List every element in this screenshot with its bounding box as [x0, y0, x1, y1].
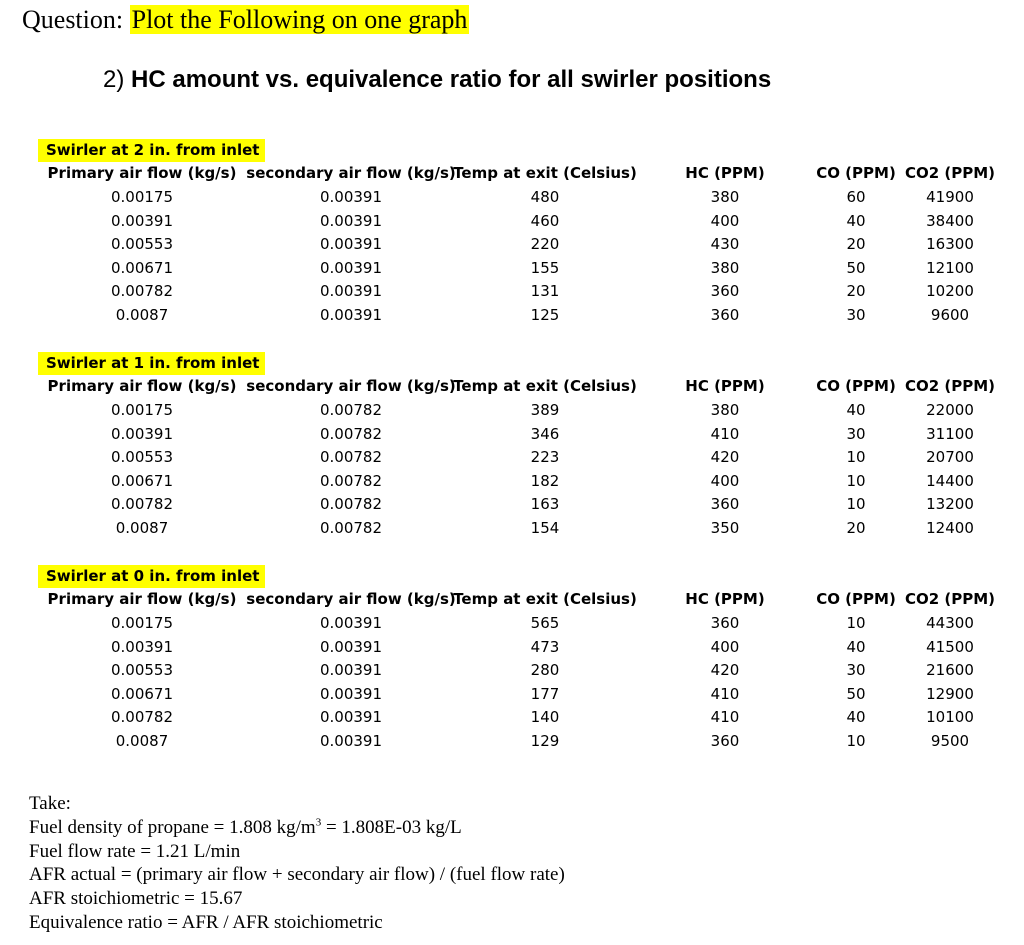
take-section: [29, 792, 565, 935]
cell-temp-at-exit: 140: [530, 708, 560, 727]
column-header-temp-at-exit: Temp at exit (Celsius): [453, 377, 637, 395]
table-title: Swirler at 0 in. from inlet: [38, 565, 265, 588]
cell-secondary-air-flow: 0.00391: [319, 306, 383, 324]
cell-hc-ppm: 420: [710, 661, 740, 680]
cell-primary-air-flow: 0.00671: [110, 684, 174, 703]
column-header-co-ppm: CO (PPM): [816, 590, 896, 608]
afr-stoich-line: AFR stoichiometric = 15.67: [29, 888, 243, 910]
cell-temp-at-exit: 346: [530, 424, 560, 443]
cell-hc-ppm: 430: [710, 235, 740, 254]
cell-co2-ppm: 31100: [926, 424, 974, 443]
cell-co2-ppm: 12100: [926, 258, 974, 277]
cell-co2-ppm: 44300: [926, 614, 974, 632]
cell-secondary-air-flow: 0.00391: [319, 282, 383, 301]
cell-temp-at-exit: 223: [530, 448, 560, 467]
column-header-co-ppm: CO (PPM): [816, 377, 896, 395]
cell-primary-air-flow: 0.00671: [110, 471, 174, 490]
cell-hc-ppm: 380: [710, 188, 740, 206]
cell-primary-air-flow: 0.00553: [110, 448, 174, 467]
fuel-density-line: [29, 816, 565, 840]
cell-hc-ppm: 380: [710, 258, 740, 277]
fuel-flow-line: Fuel flow rate = 1.21 L/min: [29, 840, 241, 862]
cell-temp-at-exit: 565: [530, 614, 560, 632]
cell-secondary-air-flow: 0.00391: [319, 708, 383, 727]
cell-temp-at-exit: 182: [530, 471, 560, 490]
column-header-co-ppm: CO (PPM): [816, 164, 896, 182]
cell-hc-ppm: 410: [710, 684, 740, 703]
subquestion: [103, 64, 771, 96]
cell-co2-ppm: 21600: [926, 661, 974, 680]
cell-temp-at-exit: 129: [530, 732, 560, 750]
cell-temp-at-exit: 131: [530, 282, 560, 301]
cell-primary-air-flow: 0.00782: [110, 708, 174, 727]
cell-hc-ppm: 420: [710, 448, 740, 467]
cell-primary-air-flow: 0.00553: [110, 235, 174, 254]
cell-hc-ppm: 400: [710, 211, 740, 230]
table-row: [0, 233, 1024, 257]
cell-secondary-air-flow: 0.00391: [319, 211, 383, 230]
cell-co2-ppm: 41500: [926, 637, 974, 656]
cell-secondary-air-flow: 0.00391: [319, 235, 383, 254]
cell-co-ppm: 40: [846, 708, 866, 727]
cell-primary-air-flow: 0.00782: [110, 495, 174, 514]
cell-co-ppm: 50: [846, 258, 866, 277]
cell-secondary-air-flow: 0.00391: [319, 637, 383, 656]
cell-primary-air-flow: 0.00391: [110, 211, 174, 230]
cell-co2-ppm: 14400: [926, 471, 974, 490]
cell-primary-air-flow: 0.00175: [110, 614, 174, 632]
table-header-row: [0, 588, 1024, 612]
cell-temp-at-exit: 473: [530, 637, 560, 656]
table-row: [0, 186, 1024, 210]
cell-co-ppm: 30: [846, 306, 866, 324]
cell-co-ppm: 60: [846, 188, 866, 206]
cell-co2-ppm: 9600: [930, 306, 970, 324]
cell-hc-ppm: 380: [710, 401, 740, 419]
table-title: Swirler at 1 in. from inlet: [38, 352, 265, 375]
table-row: [0, 446, 1024, 470]
cell-co-ppm: 10: [846, 471, 866, 490]
column-header-hc-ppm: HC (PPM): [685, 590, 765, 608]
cell-temp-at-exit: 125: [530, 306, 560, 324]
cell-secondary-air-flow: 0.00782: [319, 519, 383, 537]
cell-secondary-air-flow: 0.00391: [319, 614, 383, 632]
cell-hc-ppm: 400: [710, 471, 740, 490]
column-header-primary-air-flow: Primary air flow (kg/s): [47, 164, 237, 182]
cell-temp-at-exit: 154: [530, 519, 560, 537]
table-row: [0, 683, 1024, 707]
cell-co-ppm: 10: [846, 732, 866, 750]
table-row: [0, 612, 1024, 636]
column-header-hc-ppm: HC (PPM): [685, 164, 765, 182]
cell-co-ppm: 10: [846, 614, 866, 632]
cell-temp-at-exit: 460: [530, 211, 560, 230]
column-header-co2-ppm: CO2 (PPM): [904, 164, 996, 182]
column-header-secondary-air-flow: secondary air flow (kg/s): [246, 377, 456, 395]
table-title: Swirler at 2 in. from inlet: [38, 139, 265, 162]
fuel-density-text: Fuel density of propane = 1.808 kg/m: [29, 816, 316, 838]
table-row: [0, 304, 1024, 328]
cell-secondary-air-flow: 0.00391: [319, 258, 383, 277]
table-row: [0, 470, 1024, 494]
cell-temp-at-exit: 163: [530, 495, 560, 514]
cell-secondary-air-flow: 0.00782: [319, 495, 383, 514]
cell-secondary-air-flow: 0.00782: [319, 424, 383, 443]
cell-secondary-air-flow: 0.00391: [319, 732, 383, 750]
cell-primary-air-flow: 0.0087: [115, 519, 169, 537]
cell-co-ppm: 20: [846, 235, 866, 254]
cell-co2-ppm: 10200: [926, 282, 974, 301]
cell-primary-air-flow: 0.00175: [110, 188, 174, 206]
cell-hc-ppm: 360: [710, 614, 740, 632]
cell-primary-air-flow: 0.00782: [110, 282, 174, 301]
cell-hc-ppm: 360: [710, 732, 740, 750]
table-row: [0, 730, 1024, 754]
cell-primary-air-flow: 0.0087: [115, 732, 169, 750]
cell-primary-air-flow: 0.00671: [110, 258, 174, 277]
cell-hc-ppm: 400: [710, 637, 740, 656]
table-header-row: [0, 375, 1024, 399]
cell-co2-ppm: 12900: [926, 684, 974, 703]
table-row: [0, 210, 1024, 234]
cell-co-ppm: 20: [846, 282, 866, 301]
cell-secondary-air-flow: 0.00782: [319, 401, 383, 419]
cell-secondary-air-flow: 0.00782: [319, 448, 383, 467]
cell-primary-air-flow: 0.0087: [115, 306, 169, 324]
cell-secondary-air-flow: 0.00391: [319, 684, 383, 703]
cell-secondary-air-flow: 0.00391: [319, 188, 383, 206]
table-row: [0, 493, 1024, 517]
cell-co-ppm: 40: [846, 211, 866, 230]
cell-secondary-air-flow: 0.00391: [319, 661, 383, 680]
cell-primary-air-flow: 0.00391: [110, 637, 174, 656]
cell-co-ppm: 20: [846, 519, 866, 537]
cell-co-ppm: 30: [846, 661, 866, 680]
cell-secondary-air-flow: 0.00782: [319, 471, 383, 490]
cell-temp-at-exit: 280: [530, 661, 560, 680]
take-heading: Take:: [29, 793, 71, 814]
cell-co2-ppm: 38400: [926, 211, 974, 230]
cell-co-ppm: 10: [846, 495, 866, 514]
cell-co2-ppm: 13200: [926, 495, 974, 514]
cell-temp-at-exit: 177: [530, 684, 560, 703]
subquestion-text: HC amount vs. equivalence ratio for all swirler positions: [131, 66, 772, 93]
cell-co-ppm: 50: [846, 684, 866, 703]
column-header-primary-air-flow: Primary air flow (kg/s): [47, 377, 237, 395]
afr-actual-line: AFR actual = (primary air flow + secondary air flow) / (fuel flow rate): [29, 864, 565, 886]
table-row: [0, 517, 1024, 541]
cell-co-ppm: 10: [846, 448, 866, 467]
cell-co2-ppm: 9500: [930, 732, 970, 750]
fuel-density-conversion: = 1.808E-03 kg/L: [321, 816, 462, 838]
cell-primary-air-flow: 0.00175: [110, 401, 174, 419]
cell-primary-air-flow: 0.00391: [110, 424, 174, 443]
table-row: [0, 423, 1024, 447]
cell-temp-at-exit: 155: [530, 258, 560, 277]
table-row: [0, 257, 1024, 281]
table-row: [0, 706, 1024, 730]
cell-co-ppm: 40: [846, 637, 866, 656]
cell-co2-ppm: 22000: [926, 401, 974, 419]
column-header-hc-ppm: HC (PPM): [685, 377, 765, 395]
cell-co2-ppm: 41900: [926, 188, 974, 206]
column-header-primary-air-flow: Primary air flow (kg/s): [47, 590, 237, 608]
question-prefix: Question:: [22, 5, 130, 34]
cell-co2-ppm: 10100: [926, 708, 974, 727]
fuel-density-exponent: 3: [315, 816, 322, 829]
table-row: [0, 280, 1024, 304]
column-header-temp-at-exit: Temp at exit (Celsius): [453, 164, 637, 182]
cell-hc-ppm: 360: [710, 282, 740, 301]
cell-co2-ppm: 16300: [926, 235, 974, 254]
column-header-secondary-air-flow: secondary air flow (kg/s): [246, 164, 456, 182]
equivalence-ratio-line: Equivalence ratio = AFR / AFR stoichiometric: [29, 911, 383, 933]
cell-co2-ppm: 12400: [926, 519, 974, 537]
question-line: [22, 4, 469, 36]
cell-co2-ppm: 20700: [926, 448, 974, 467]
table-header-row: [0, 162, 1024, 186]
column-header-secondary-air-flow: secondary air flow (kg/s): [246, 590, 456, 608]
question-highlight: Plot the Following on one graph: [131, 5, 468, 34]
cell-hc-ppm: 350: [710, 519, 740, 537]
cell-hc-ppm: 360: [710, 306, 740, 324]
subquestion-number: 2): [103, 66, 125, 93]
cell-co-ppm: 30: [846, 424, 866, 443]
cell-co-ppm: 40: [846, 401, 866, 419]
table-row: [0, 399, 1024, 423]
cell-hc-ppm: 360: [710, 495, 740, 514]
table-row: [0, 659, 1024, 683]
column-header-co2-ppm: CO2 (PPM): [904, 590, 996, 608]
cell-primary-air-flow: 0.00553: [110, 661, 174, 680]
cell-temp-at-exit: 389: [530, 401, 560, 419]
column-header-co2-ppm: CO2 (PPM): [904, 377, 996, 395]
cell-temp-at-exit: 220: [530, 235, 560, 254]
cell-temp-at-exit: 480: [530, 188, 560, 206]
table-row: [0, 636, 1024, 660]
column-header-temp-at-exit: Temp at exit (Celsius): [453, 590, 637, 608]
cell-hc-ppm: 410: [710, 424, 740, 443]
cell-hc-ppm: 410: [710, 708, 740, 727]
